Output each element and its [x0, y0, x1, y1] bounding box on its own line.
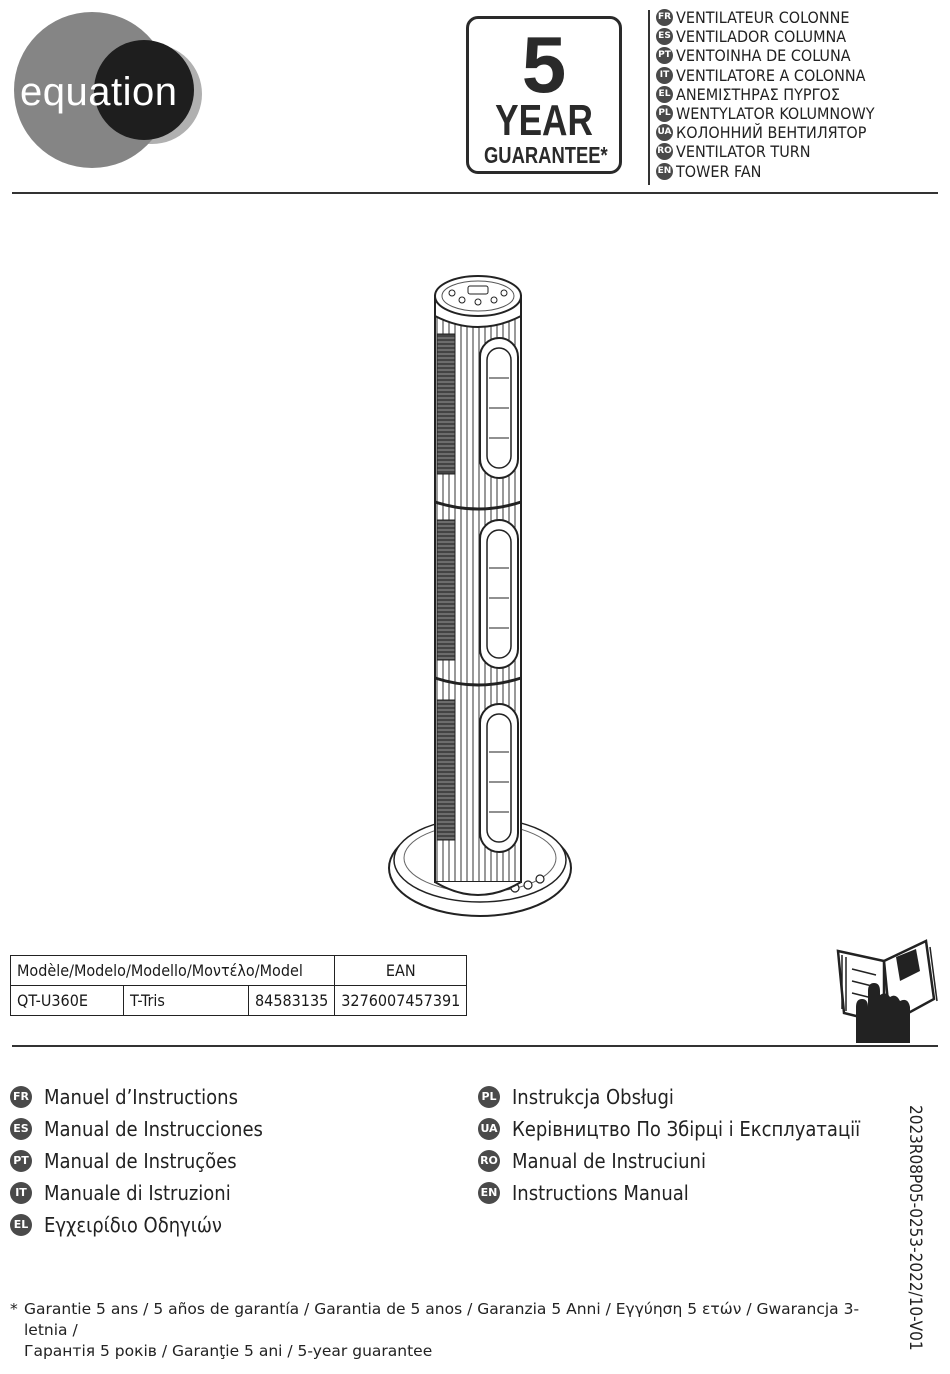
manual-title: Керівництво По Збірці і Експлуатації	[512, 1117, 861, 1141]
manual-item-fr	[10, 1081, 263, 1113]
product-title-es	[656, 27, 875, 46]
product-title-list	[656, 8, 875, 181]
language-badge: EN	[656, 163, 673, 180]
manual-list-right	[478, 1081, 860, 1209]
manual-item-en	[478, 1177, 860, 1209]
manual-title: Manuel d’Instructions	[44, 1085, 238, 1109]
model-table-row	[11, 986, 467, 1016]
tower-fan-illustration	[380, 268, 580, 920]
manual-title: Manual de Instruções	[44, 1149, 237, 1173]
guarantee-footnote	[10, 1299, 890, 1362]
guarantee-number: 5	[521, 20, 567, 109]
header-rule	[12, 192, 938, 194]
guarantee-badge	[466, 16, 622, 174]
language-badge: RO	[478, 1150, 500, 1172]
language-badge: PT	[656, 47, 673, 64]
product-title-text: TOWER FAN	[676, 161, 762, 181]
language-badge: ES	[656, 28, 673, 45]
product-title-text: VENTOINHA DE COLUNA	[676, 46, 851, 66]
product-title-pl	[656, 104, 875, 123]
language-badge: EN	[478, 1182, 500, 1204]
manual-item-ro	[478, 1145, 860, 1177]
product-title-el	[656, 85, 875, 104]
product-title-fr	[656, 8, 875, 27]
manual-item-pl	[478, 1081, 860, 1113]
model-header-cell: Modèle/Modelo/Modello/Μοντέλο/Model	[11, 956, 335, 986]
language-badge: PL	[478, 1086, 500, 1108]
manual-title: Manual de Instrucciones	[44, 1117, 263, 1141]
manual-list-left	[10, 1081, 263, 1241]
guarantee-year: YEAR	[495, 96, 593, 145]
product-title-text: VENTILADOR COLUMNA	[676, 27, 847, 47]
language-badge: EL	[10, 1214, 32, 1236]
model-code-cell: QT-U360E	[11, 986, 124, 1016]
language-badge: UA	[656, 124, 673, 141]
language-badge: UA	[478, 1118, 500, 1140]
language-badge: EL	[656, 86, 673, 103]
footnote-line-2: Гарантія 5 років / Garanţie 5 ani / 5-year guarantee	[24, 1342, 433, 1360]
language-badge: FR	[656, 9, 673, 26]
manual-title: Instrukcja Obsługi	[512, 1085, 674, 1109]
read-manual-icon	[834, 935, 940, 1043]
logo-text: equation	[20, 70, 178, 114]
header-divider	[648, 10, 650, 185]
product-title-en	[656, 162, 875, 181]
product-title-text: WENTYLATOR KOLUMNOWY	[676, 104, 875, 124]
document-code: 2023R08P05-0253-2022/10-V01	[905, 1105, 925, 1351]
product-title-ua	[656, 123, 875, 142]
guarantee-label: GUARANTEE*	[484, 142, 608, 168]
manual-title: Εγχειρίδιο Οδηγιών	[44, 1213, 222, 1237]
manual-item-ua	[478, 1113, 860, 1145]
manual-item-es	[10, 1113, 263, 1145]
language-badge: IT	[656, 67, 673, 84]
language-badge: ES	[10, 1118, 32, 1140]
manual-item-it	[10, 1177, 263, 1209]
footnote-star: *	[10, 1300, 18, 1318]
manual-title: Manuale di Istruzioni	[44, 1181, 231, 1205]
language-badge: PT	[10, 1150, 32, 1172]
language-badge: PL	[656, 105, 673, 122]
manual-title: Manual de Instruciuni	[512, 1149, 706, 1173]
language-badge: IT	[10, 1182, 32, 1204]
model-table-header	[11, 956, 467, 986]
product-title-ro	[656, 142, 875, 161]
product-title-text: VENTILATORE A COLONNA	[676, 65, 866, 85]
reference-cell: 84583135	[249, 986, 335, 1016]
language-badge: RO	[656, 143, 673, 160]
product-title-text: ΑΝΕΜΙΣΤΗΡΑΣ ΠΥΡΓΟΣ	[676, 84, 840, 104]
product-title-text: VENTILATEUR COLONNE	[676, 8, 850, 28]
product-title-pt	[656, 46, 875, 65]
language-badge: FR	[10, 1086, 32, 1108]
model-table	[10, 955, 467, 1016]
ean-cell: 3276007457391	[335, 986, 467, 1016]
product-title-text: VENTILATOR TURN	[676, 142, 811, 162]
section-rule	[12, 1045, 938, 1047]
product-title-text: КОЛОННИЙ ВЕНТИЛЯТОР	[676, 123, 867, 143]
equation-logo	[8, 8, 208, 173]
manual-title: Instructions Manual	[512, 1181, 689, 1205]
model-name-cell: T-Tris	[124, 986, 249, 1016]
manual-item-pt	[10, 1145, 263, 1177]
manual-item-el	[10, 1209, 263, 1241]
footnote-line-1: Garantie 5 ans / 5 años de garantía / Garantia de 5 anos / Garanzia 5 Anni / Εγγύηση 5 ετών / Gwarancja 3-letnia /	[24, 1300, 860, 1339]
product-title-it	[656, 66, 875, 85]
ean-header-cell: EAN	[335, 956, 467, 986]
